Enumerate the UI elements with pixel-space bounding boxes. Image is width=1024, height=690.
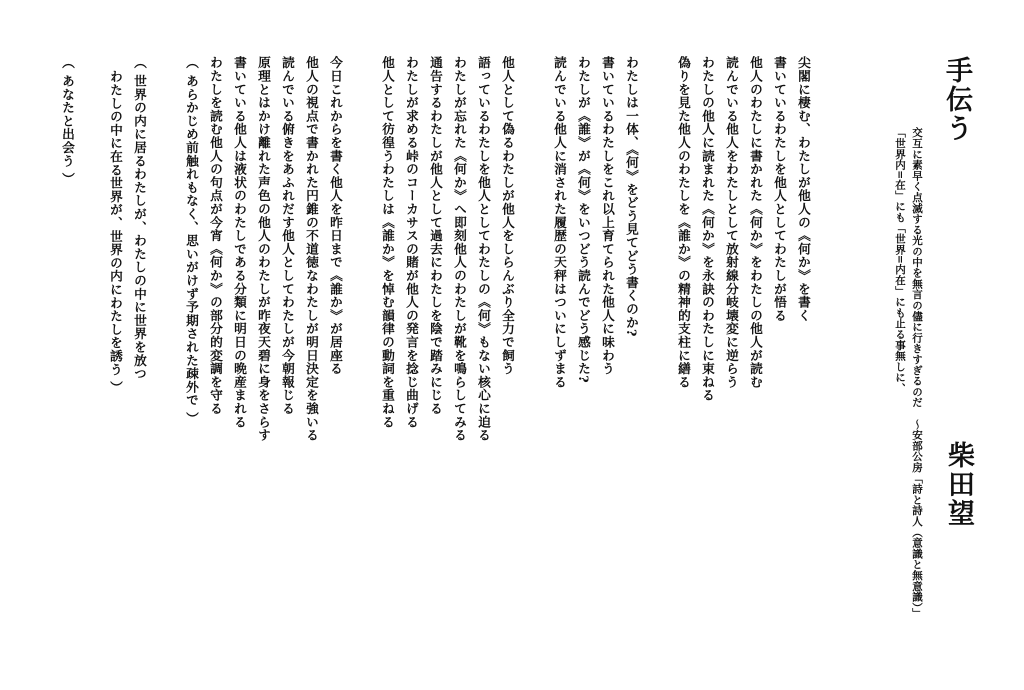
poem-line: わたしが求める峠のコーカサスの賭が他人の発言を捻じ曲げる [404, 56, 419, 429]
poem-line: 読んでいる他人に消された履歴の天秤はついにしずまる [552, 56, 567, 389]
poem-line: わたしが忘れた《何か》へ即刻他人のわたしが靴を鳴らしてみる [452, 56, 467, 442]
poem-line: 偽りを見た他人のわたしを《誰か》の精神的支柱に繕る [676, 56, 691, 389]
poem-line: わたしの他人に読まれた《何か》を永訣のわたしに束ねる [700, 56, 715, 402]
poem-line: 今日これからを書く他人を昨日まで《誰か》が居座る [328, 56, 343, 376]
poem-line: 他人として彷徨うわたしは《誰か》を悼む韻律の動詞を重ねる [380, 56, 395, 429]
poem-line: 書いているわたしをこれ以上育てられた他人に味わう [600, 56, 615, 376]
poem-line: わたしが《誰》が《何》をいつどう読んでどう感じた? [576, 56, 591, 384]
poem-line: 読んでいる俯きをあふれだす他人としてわたしが今朝報じる [280, 56, 295, 416]
poem-line: （ あなたと出会う ） [60, 56, 75, 186]
poem-line: （ あらかじめ前触れもなく、思いがけず予期された疎外で ） [184, 56, 199, 426]
poem-line: （ 世界の内に居るわたしが、わたしの中に世界を放つ [132, 56, 147, 381]
poem-line: 書いているわたしを他人としてわたしが悟る [772, 56, 787, 322]
poem-line: 他人として偽るわたしが他人をしらんぶり全力で飼う [500, 56, 515, 376]
author-name: 柴田望 [943, 441, 974, 528]
poem-line: 原理とはかけ離れた声色の他人のわたしが昨夜天碧に身をさらす [256, 56, 271, 442]
poem-line: わたしの中に在る世界が、世界の内にわたしを誘う ） [108, 70, 123, 395]
poem-title: 手伝う [941, 56, 972, 143]
poem-line: わたしは一体、《何》をどう見てどう書くのか? [624, 56, 639, 337]
epigraph-line-2: 交互に素早く点滅する光の中を無言の儘に行きすぎるのだ ～安部公房「詩と詩人（意識と無意識）」 [911, 127, 923, 619]
poem-line: 尖閣に棲む、わたしが他人の《何か》を書く [796, 56, 811, 322]
poem-line: 他人の視点で書かれた円錐の不道徳なわたしが明日決定を強いる [304, 56, 319, 442]
poem-line: わたしを読む他人の句点が今宵《何か》の部分的変調を守る [208, 56, 223, 416]
epigraph-line-1: 「世界内=在」にも「世界=内在」にも止る事無しに、 [894, 127, 906, 394]
poem-line: 語っているわたしを他人としてわたしの《何》もない核心に迫る [476, 56, 491, 442]
poem-line: 他人のわたしに書かれた《何か》をわたしの他人が読む [748, 56, 763, 389]
poem-line: 書いている他人は液状のわたしである分類に明日の晩産まれる [232, 56, 247, 429]
poem-line: 読んでいる他人をわたしとして放射線分岐壊変に逆らう [724, 56, 739, 389]
poem-line: 通告するわたしが他人として過去にわたしを陰で踏みにじる [428, 56, 443, 416]
